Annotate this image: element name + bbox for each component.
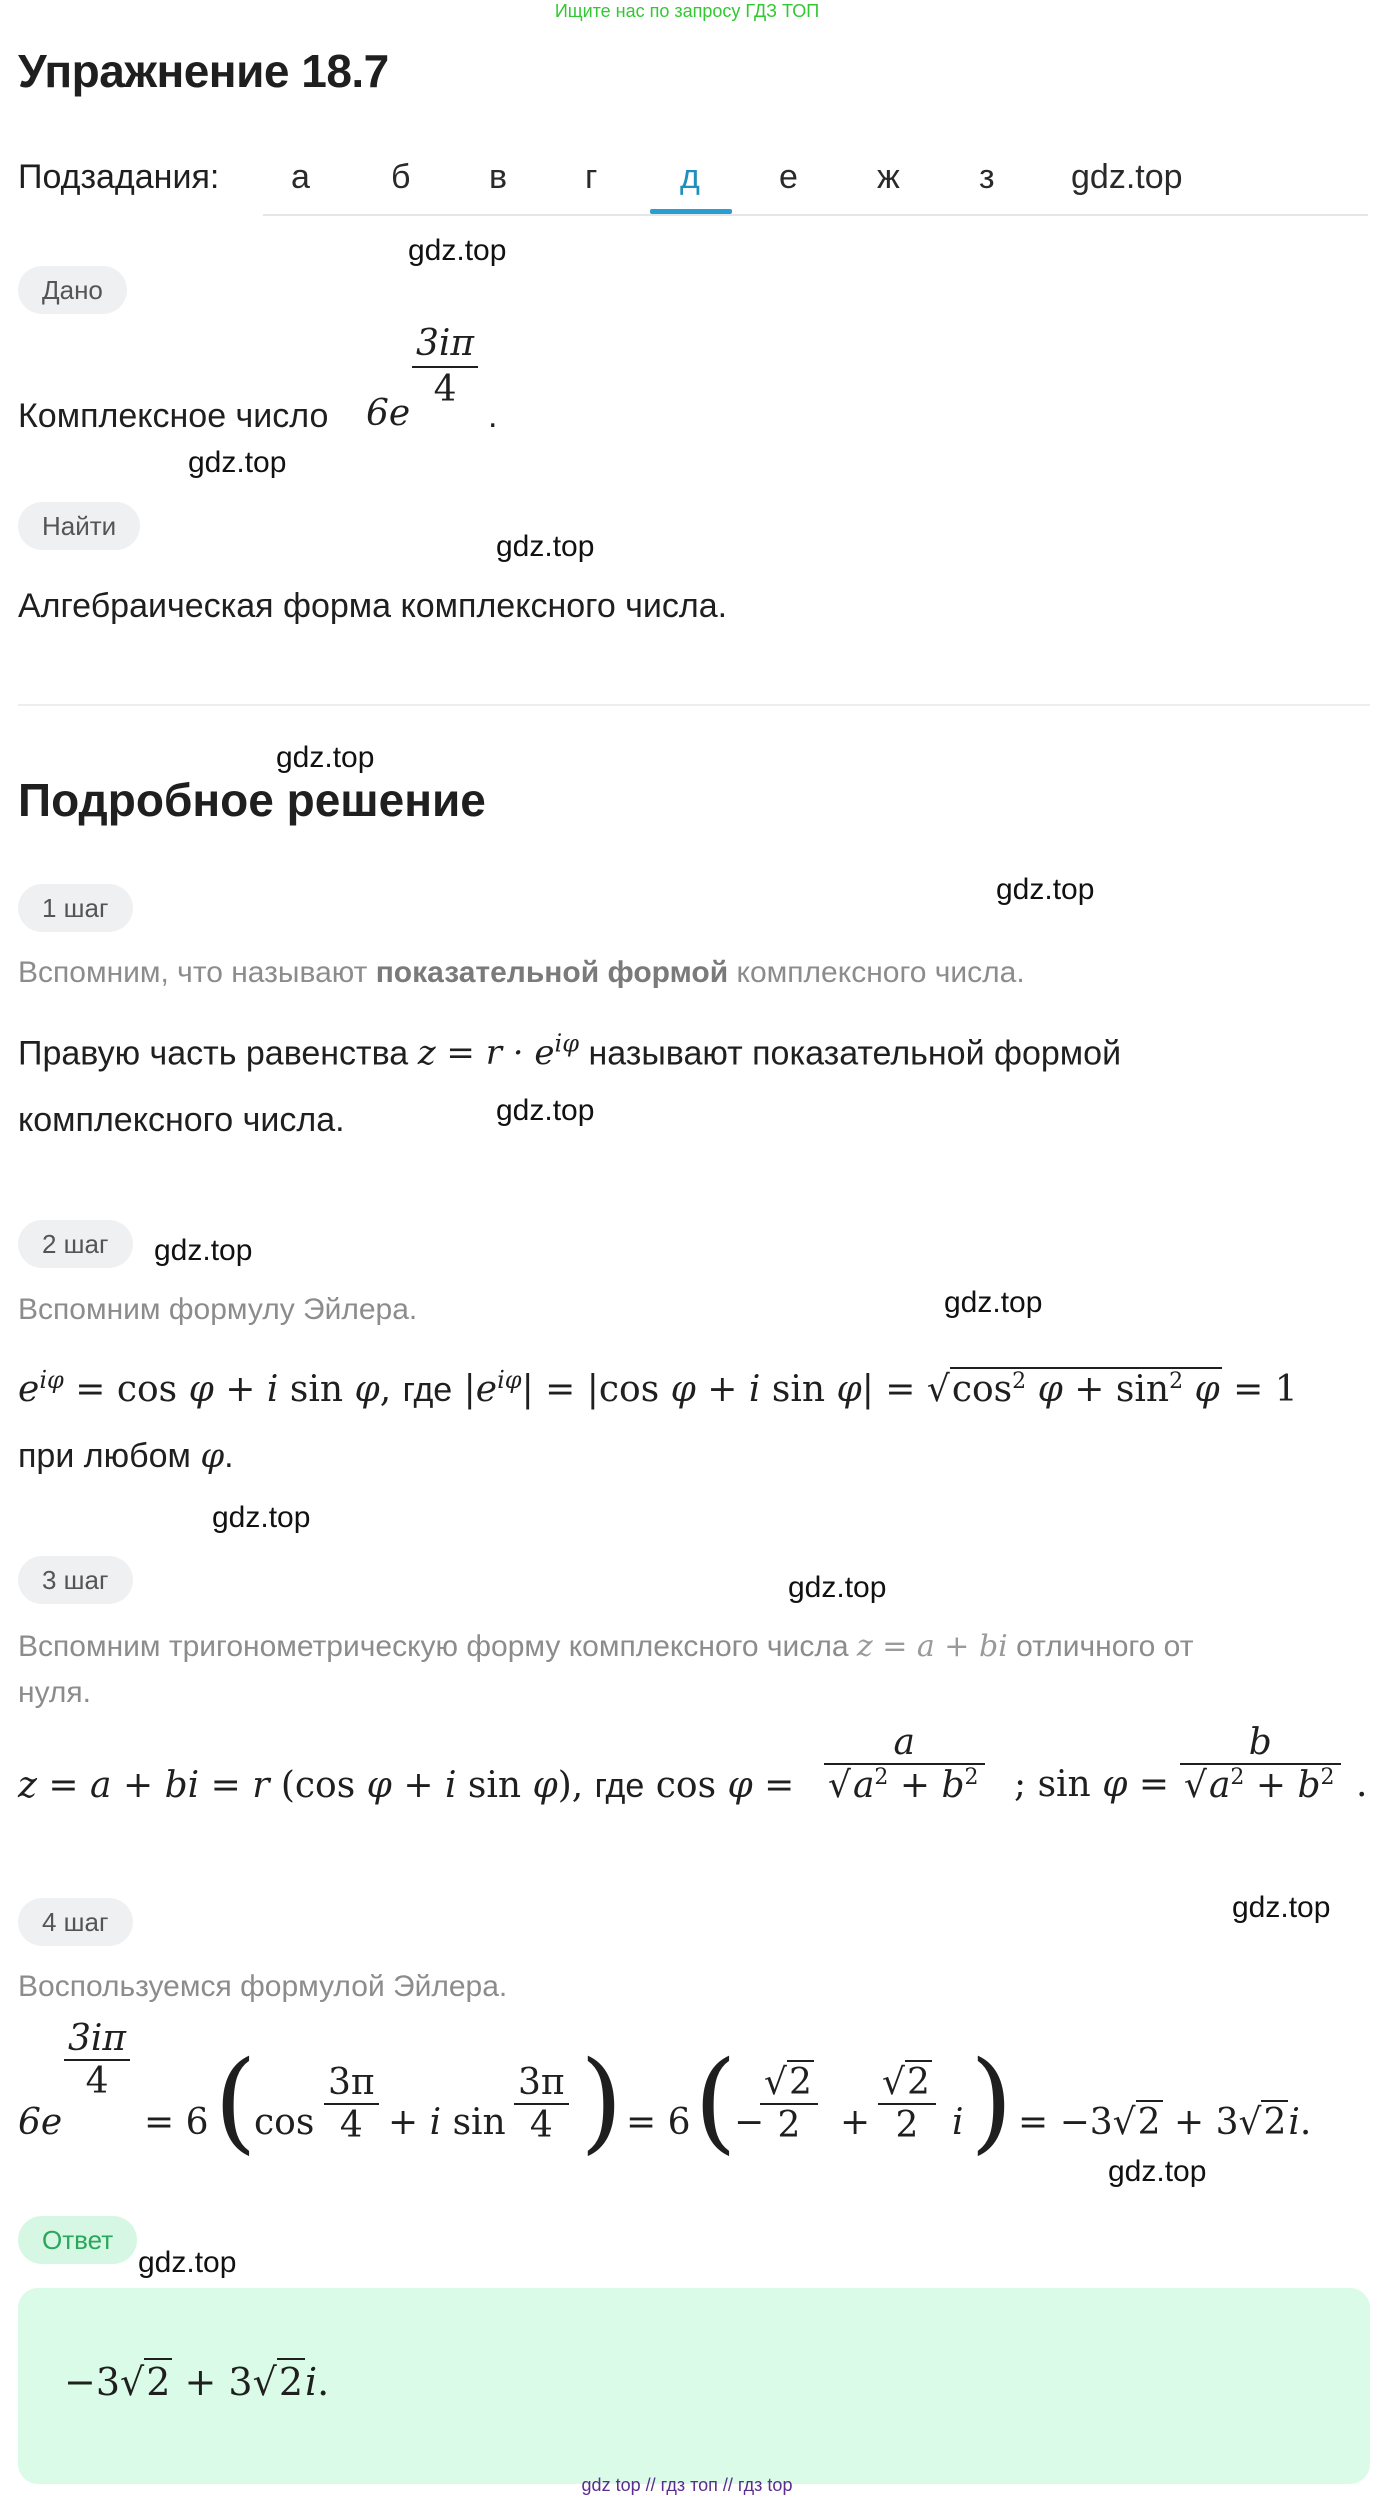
subtasks-row xyxy=(18,152,1368,214)
step-1-line-1 xyxy=(18,1022,1121,1075)
step-1-chip: 1 шаг xyxy=(18,884,133,932)
find-text: Алгебраическая форма комплексного числа. xyxy=(18,587,728,625)
step-1-line-1-prefix: Правую часть равенства xyxy=(18,1034,409,1073)
tab-g[interactable]: г xyxy=(585,158,598,196)
step-2-tail-text: при любом xyxy=(18,1437,191,1475)
watermark: gdz.top xyxy=(154,1234,253,1267)
given-exponent xyxy=(412,322,478,412)
step-3-hint-prefix: Вспомним тригонометрическую форму комплексного числа xyxy=(18,1630,849,1663)
step-3-where: где xyxy=(594,1767,645,1805)
given-period: . xyxy=(488,397,498,435)
step-4-chip: 4 шаг xyxy=(18,1898,133,1946)
tab-v[interactable]: в xyxy=(489,158,508,196)
step-3-chip: 3 шаг xyxy=(18,1556,133,1604)
step-3-hint-line-2: нуля. xyxy=(18,1676,91,1709)
step-2-tail xyxy=(18,1434,234,1478)
watermark: gdz.top xyxy=(1232,1891,1331,1924)
watermark: gdz.top xyxy=(188,446,287,479)
answer-chip: Ответ xyxy=(18,2216,137,2264)
step-2-hint: Вспомним формулу Эйлера. xyxy=(18,1293,418,1326)
step-2-euler-formula: $e^{i\varphi} = \cos \varphi + i$ sin φ, где $|e^{i\varphi}| = |\cos$ φ + i $\sin \varphi| = √\cos^2$ $\varphi + \sin^2 \varphi = 1$ xyxy=(18,1366,1298,1410)
step-2-where: где xyxy=(402,1371,453,1409)
top-promo-note: Ищите нас по запросу ГДЗ ТОП xyxy=(554,1,820,21)
step-1-hint-prefix: Вспомним, что называют xyxy=(18,956,368,989)
step-1-hint xyxy=(18,950,1025,996)
step-1-hint-suffix: комплексного числа. xyxy=(736,956,1025,989)
step-3-hint xyxy=(18,1624,1358,1716)
find-chip: Найти xyxy=(18,502,140,550)
step-2-tail-phi: φ xyxy=(200,1436,225,1476)
tab-b[interactable]: б xyxy=(391,158,411,196)
answer-value: −3√2 + 3√2i. xyxy=(64,2360,330,2404)
step-3-trig-formula: z = a + bi = r (cos φ + i sin φ), где cos φ = $\frac{a}{√a^2 + b^2}$ ; sin φ = $\frac{b}{√a^2 + b^2}$ . xyxy=(18,1722,1368,1806)
exponent-numerator: 3iπ xyxy=(412,322,478,368)
tab-gdz-top[interactable]: gdz.top xyxy=(1071,158,1183,196)
watermark: gdz.top xyxy=(496,1094,595,1127)
section-divider xyxy=(18,704,1370,706)
exponent-denominator: 4 xyxy=(433,369,457,410)
tab-a[interactable]: а xyxy=(291,158,310,196)
step-4-computation: 6e $\frac{3i\pi}{4}$ = 6 ( cos $\frac{3\pi}{4}$ + i sin $\frac{3\pi}{4}$ ) = 6 ( − $\frac{√2}{2}$ + $\frac{√2}{2}$ i ) = −3√2 + 3√2i. xyxy=(18,2018,1312,2165)
tab-e[interactable]: е xyxy=(779,158,798,196)
watermark: gdz.top xyxy=(996,873,1095,906)
step-1-line-1-suffix: называют показательной формой xyxy=(588,1034,1122,1073)
watermark: gdz.top xyxy=(788,1571,887,1604)
sin-fraction: $\frac{b}{√a^2 + b^2}$ xyxy=(1180,1722,1341,1806)
answer-box xyxy=(18,2288,1370,2484)
active-tab-indicator xyxy=(650,209,732,214)
watermark: gdz.top xyxy=(212,1501,311,1534)
step-3-hint-math: z = a + bi xyxy=(856,1629,1008,1664)
tab-d[interactable]: д xyxy=(680,158,700,196)
solution-title: Подробное решение xyxy=(18,774,486,826)
given-coef: 6e xyxy=(366,393,411,434)
watermark: gdz.top xyxy=(496,530,595,563)
subtasks-label: Подзадания: xyxy=(18,158,220,196)
page-title: Упражнение 18.7 xyxy=(18,45,389,97)
subtask-tabs xyxy=(263,152,1368,216)
step-1-formula xyxy=(417,1030,579,1074)
step-2-tail-dot: . xyxy=(224,1437,234,1475)
step-3-hint-suffix: отличного от xyxy=(1016,1630,1194,1663)
tab-zh[interactable]: ж xyxy=(877,158,900,196)
watermark: gdz.top xyxy=(944,1286,1043,1319)
cos-fraction: $\frac{a}{√a^2 + b^2}$ xyxy=(824,1722,985,1806)
step-4-hint: Воспользуемся формулой Эйлера. xyxy=(18,1970,508,2003)
watermark: gdz.top xyxy=(1108,2155,1207,2188)
given-text: Комплексное число xyxy=(18,397,329,435)
watermark: gdz.top xyxy=(276,741,375,774)
watermark: gdz.top xyxy=(138,2246,237,2279)
tab-z[interactable]: з xyxy=(979,158,995,196)
step-1-hint-bold: показательной формой xyxy=(375,956,729,989)
given-chip: Дано xyxy=(18,266,127,314)
watermark: gdz.top xyxy=(408,234,507,267)
step-1-formula-sup: iφ xyxy=(554,1030,579,1058)
footer-links[interactable]: gdz top // гдз топ // гдз top xyxy=(581,2475,793,2495)
step-1-line-2: комплексного числа. xyxy=(18,1101,345,1139)
step-1-formula-base: z = r · e xyxy=(417,1033,555,1074)
step-2-chip: 2 шаг xyxy=(18,1220,133,1268)
